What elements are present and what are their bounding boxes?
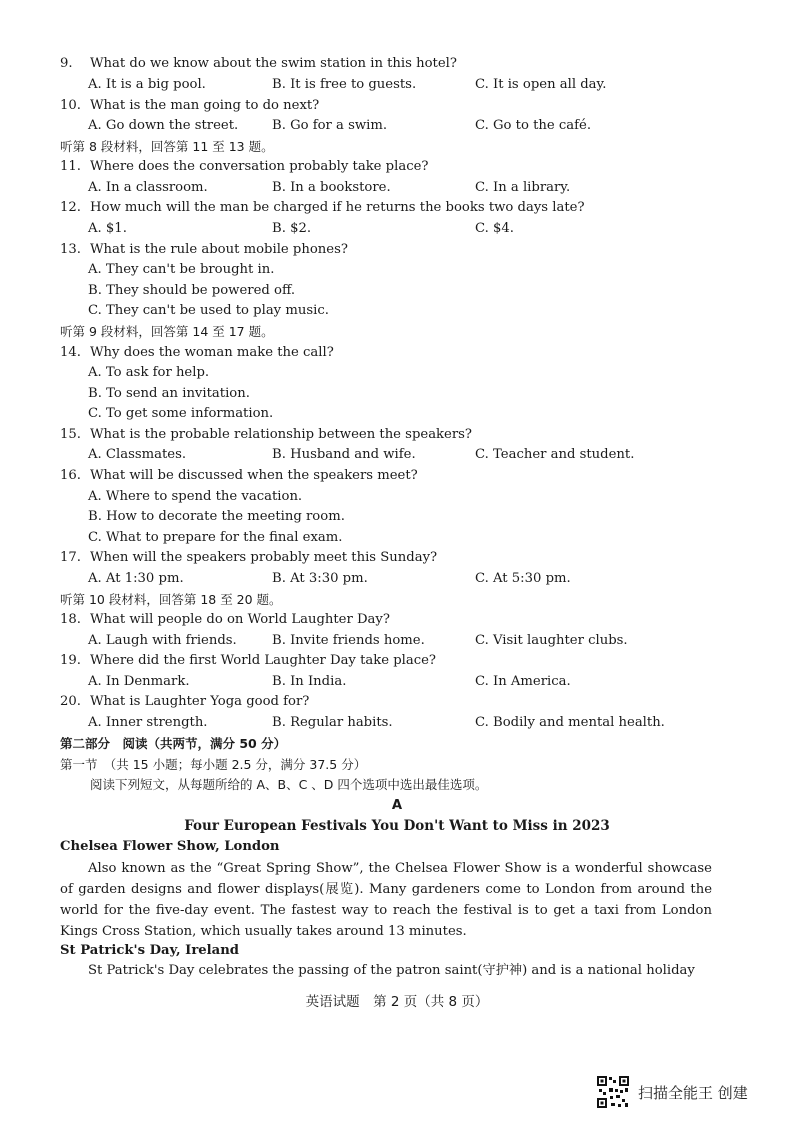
scanner-watermark: 扫描全能王 创建: [638, 1084, 748, 1102]
question-13: 13. What is the rule about mobile phones?: [60, 242, 348, 257]
option-13-b: B. They should be powered off.: [88, 283, 296, 298]
option-16-b: B. How to decorate the meeting room.: [88, 509, 345, 524]
qr-code-icon: [596, 1075, 630, 1109]
page-footer: 英语试题 第 2 页（共 8 页）: [305, 994, 489, 1010]
question-20: 20. What is Laughter Yoga good for?: [60, 694, 310, 709]
question-18: 18. What will people do on World Laughter Day?: [60, 612, 390, 627]
instruction-material-8: 听第 8 段材料，回答第 11 至 13 题。: [60, 139, 274, 154]
option-16-a: A. Where to spend the vacation.: [88, 489, 303, 504]
option-16-c: C. What to prepare for the final exam.: [88, 530, 343, 545]
question-19: 19. Where did the first World Laughter Day take place?: [60, 653, 437, 668]
option-14-a: A. To ask for help.: [88, 365, 210, 380]
exam-page: 9. What do we know about the swim station in this hotel? A. It is a big pool. B. It is free to guests. C. It is open all day. 10. What is the man going to do next? A. Go down the street. B. Go for a swim. C. Go to the café. 听第 8 段材料，回答第 11 至 13 题。 11. Where does the conversation probably take place? A. In a classroom. B. In a bookstore. C. In a library. 12. How much will the man be charged if he returns the books two days late? A. $1. B. $2. C. $4. 13. What is the rule about mobile phones? A. They can't be brought in. B. They should be powered off. C. They can't be used to play music. 听第 9 段材料，回答第 14 至 17 题。 14. Why does the woman make the call? A. To ask for help. B. To send an invitation. C. To get some information. 15. What is the probable relationship between the speakers? A. Classmates. B. Husband and wife. C. Teacher and student. 16. What will be discussed when the speakers meet? A. Where to spend the vacation. B. How to decorate the meeting room. C. What to prepare for the final exam. 17. When will the speakers probably meet this Sunday? A. At 1:30 pm. B. At 3:30 pm. C. At 5:30 pm. 听第 10 段材料，回答第 18 至 20 题。 18. What will people do on World Laughter Day? A. Laugh with friends. B. Invite friends home. C. Visit laughter clubs. 19. Where did the first World Laughter Day take place? A. In Denmark. B. In India. C. In America. 20. What is Laughter Yoga good for? A. Inner strength. B. Regular habits. C. Bodily and mental health. 第二部分 阅读（共两节，满分 50 分） 第一节 （共 15 小题；每小题 2.5 分，满分 37.5 分） 阅读下列短文，从每题所给的 A、B、C 、D 四个选项中选出最佳选项。 A Four European Festivals You Don't Want to Miss in 2023 Chelsea Flower Show, London Also known as the “Great Spring Show”, the Chelsea Flower Show is a wonderful showcase of garden designs and flower displays(展览). Many gardeners come to London from around the world for the five-day event. The fastest way to reach the festival is to get a taxi from London Kings Cross Station, which usually takes around 13 minutes. St Patrick's Day, Ireland St Patrick's Day celebrates the passing of the patron saint(守护神) and is a national holiday 英语试题 第 2 页（共 8 页） 扫描全能王 创建: [0, 0, 794, 1124]
question-15: 15. What is the probable relationship between the speakers?: [60, 427, 472, 442]
question-16: 16. What will be discussed when the speakers meet?: [60, 468, 418, 483]
paragraph-chelsea: Also known as the “Great Spring Show”, the Chelsea Flower Show is a wonderful showcase of garden designs and flower displays(展览). Many gardeners come to London from around the world for the five-day event. The fastest way to reach the festival is to get a taxi from London Kings Cross Station, which usually takes around 13 minutes.: [60, 861, 712, 939]
question-14: 14. Why does the woman make the call?: [60, 345, 334, 360]
question-9: 9. What do we know about the swim station in this hotel?: [60, 56, 457, 71]
question-11: 11. Where does the conversation probably take place?: [60, 159, 429, 174]
instruction-material-10: 听第 10 段材料，回答第 18 至 20 题。: [60, 592, 282, 607]
section-heading-st-patrick: St Patrick's Day, Ireland: [60, 943, 240, 958]
question-10: 10. What is the man going to do next?: [60, 98, 320, 113]
question-17: 17. When will the speakers probably meet this Sunday?: [60, 550, 438, 565]
option-13-c: C. They can't be used to play music.: [88, 303, 329, 318]
paragraph-st-patrick: St Patrick's Day celebrates the passing of the patron saint(守护神) and is a national holiday: [88, 963, 695, 978]
question-12: 12. How much will the man be charged if he returns the books two days late?: [60, 200, 585, 215]
part2-heading: 第二部分 阅读（共两节，满分 50 分）: [60, 736, 287, 751]
passage-letter: A: [391, 798, 403, 813]
passage-title: Four European Festivals You Don't Want to Miss in 2023: [184, 818, 610, 834]
option-14-b: B. To send an invitation.: [88, 386, 250, 401]
option-14-c: C. To get some information.: [88, 406, 274, 421]
reading-directions: 阅读下列短文，从每题所给的 A、B、C 、D 四个选项中选出最佳选项。: [90, 777, 488, 792]
section-heading-chelsea: Chelsea Flower Show, London: [60, 839, 280, 854]
option-13-a: A. They can't be brought in.: [88, 262, 275, 277]
section1-heading: 第一节 （共 15 小题；每小题 2.5 分，满分 37.5 分）: [60, 757, 367, 772]
instruction-material-9: 听第 9 段材料，回答第 14 至 17 题。: [60, 324, 274, 339]
